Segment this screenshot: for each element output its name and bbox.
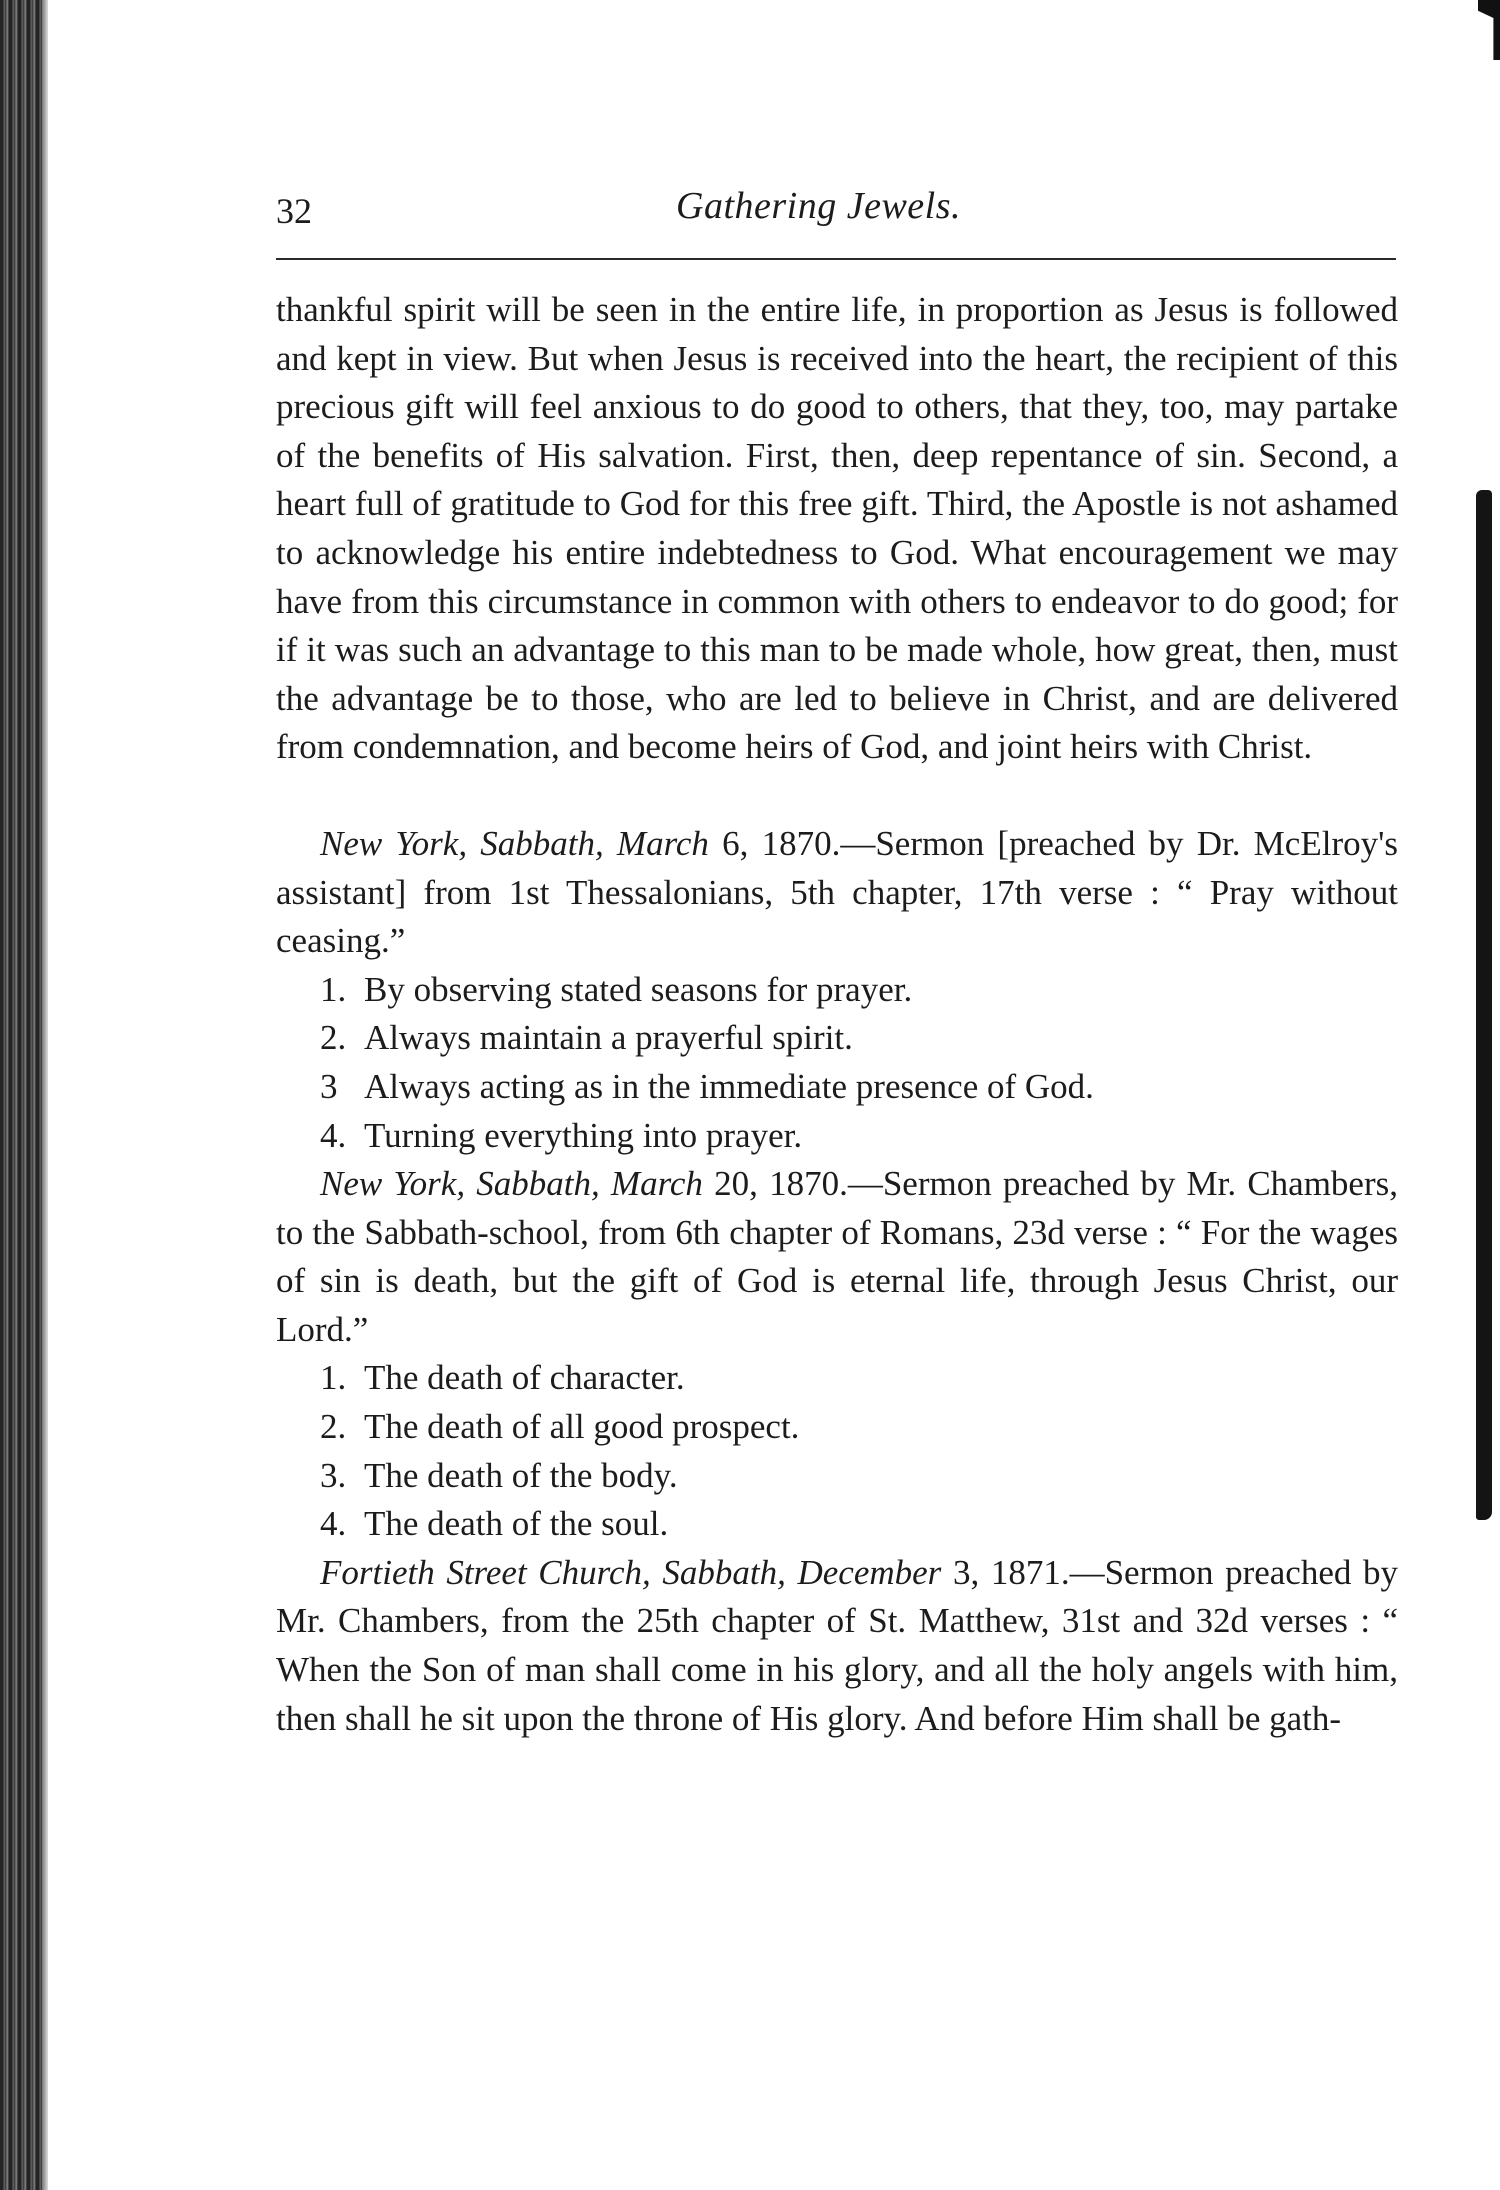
list-number: 2.	[320, 1018, 347, 1058]
list-item	[276, 1500, 1398, 1549]
list-number: 2.	[320, 1407, 347, 1447]
list-item	[276, 1014, 1398, 1063]
paragraph: thankful spirit will be seen in the entire life, in proportion as Jesus is followed and kept in view. But when Jesus is received into the heart, the recipient of this precious gift will feel anxious to do good to others, that they, too, may partake of the benefits of His salvation. First, then, deep repentance of sin. Second, a heart full of gratitude to God for this free gift. Third, the Apostle is not ashamed to acknowledge his entire indebtedness to God. What encouragement we may have from this circumstance in common with others to endeavor to do good; for if it was such an advantage to this man to be made whole, how great, then, must the advantage be to those, who are led to believe in Christ, and are delivered from condemnation, and become heirs of God, and joint heirs with Christ.	[276, 290, 1398, 767]
scan-binding-edge	[0, 0, 42, 2190]
entry-text: —Sermon preached by Mr. Chambers, to the Sabbath-school, from 6th chapter of Romans, 23d verse : “ For the wages of sin is death, but the gift of God is eternal life, through Jesus Christ, our Lord.”	[276, 1164, 1398, 1349]
entry-date-number: 20, 1870.	[714, 1164, 848, 1204]
list-text: The death of all good prospect.	[364, 1407, 800, 1447]
list-number: 4.	[320, 1115, 347, 1155]
list-number: 1.	[320, 1358, 347, 1398]
scan-edge-shadow	[1476, 490, 1492, 1520]
list-number: 3.	[320, 1455, 347, 1495]
entry-text: —Sermon preached by Mr. Chambers, from the 25th chapter of St. Matthew, 31st and 32d verses : “ When the Son of man shall come in his glory, and all the holy angels with him, then shall he sit upon the throne of His glory. And before Him shall be gath-	[276, 1552, 1399, 1738]
list-text: The death of the body.	[364, 1455, 678, 1495]
list-item	[276, 1354, 1398, 1403]
sermon-entry	[276, 820, 1398, 966]
body-text	[276, 286, 1398, 1743]
entry-date-number: 3, 1871.	[952, 1552, 1070, 1592]
list-text: The death of the soul.	[364, 1504, 669, 1544]
sermon-entry	[276, 1549, 1398, 1743]
list-text: By observing stated seasons for prayer.	[364, 969, 913, 1009]
header-rule	[276, 258, 1396, 260]
entry-place-date: New York, Sabbath, March	[320, 823, 709, 863]
entry-place-date: New York, Sabbath, March	[320, 1164, 703, 1204]
list-text: The death of character.	[364, 1358, 685, 1398]
list-text: Always acting as in the immediate presence of God.	[364, 1066, 1094, 1106]
scan-binding-shadow	[42, 0, 48, 2190]
entry-place-date: Fortieth Street Church, Sabbath, December	[320, 1552, 942, 1592]
list-item	[276, 1112, 1398, 1161]
page-header	[276, 184, 1396, 244]
list-number: 4.	[320, 1504, 347, 1544]
list-item	[276, 1403, 1398, 1452]
entry-text: —Sermon [preached by Dr. McElroy's assistant] from 1st Thessalonians, 5th chapter, 17th verse : “ Pray without ceasing.”	[276, 823, 1399, 961]
running-title: Gathering Jewels.	[676, 185, 962, 227]
sermon-entry	[276, 1160, 1398, 1354]
list-item	[276, 1452, 1398, 1501]
entry-date-number: 6, 1870.	[722, 823, 841, 863]
scan-corner-mark	[1478, 0, 1500, 60]
page-number: 32	[276, 191, 312, 231]
list-number: 1.	[320, 969, 347, 1009]
list-text: Always maintain a prayerful spirit.	[364, 1018, 853, 1058]
list-number: 3	[320, 1066, 338, 1106]
list-item	[276, 1063, 1398, 1112]
list-item	[276, 966, 1398, 1015]
list-text: Turning everything into prayer.	[364, 1115, 803, 1155]
